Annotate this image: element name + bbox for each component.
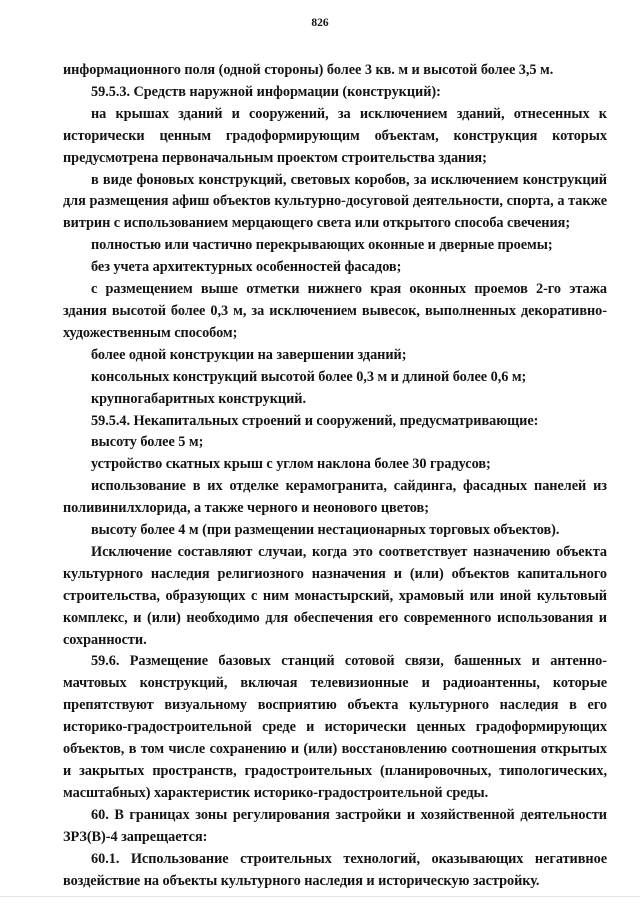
paragraph-60-1: 60.1. Использование строительных технологий, оказывающих негативное воздействие на объекты культурного наследия и историческую застройку. (63, 850, 607, 889)
list-item-background-constructions: в виде фоновых конструкций, световых коробов, за исключением конструкций для размещения афиш объектов культурно-досуговой деятельности, спорта, а также витрин с использованием мерцающего света или открытого способа свечения; (63, 171, 607, 232)
paragraph-59-5-4: 59.5.4. Некапитальных строений и сооружений, предусматривающие: (91, 412, 539, 429)
list-item-height-4m: высоту более 4 м (при размещении нестационарных торговых объектов). (91, 522, 560, 539)
list-item-console-constructions: консольных конструкций высотой более 0,3 м и длиной более 0,6 м; (91, 368, 527, 385)
list-item-finishing-materials: использование в их отделке керамогранита, сайдинга, фасадных панелей из поливинилхлорида, а также черного и неонового цветов; (63, 478, 607, 517)
paragraph-60: 60. В границах зоны регулирования застройки и хозяйственной деятельности ЗРЗ(В)-4 запрещается: (63, 806, 607, 845)
list-item-large-constructions: крупногабаритных конструкций. (91, 390, 307, 407)
page-number: 826 (311, 17, 329, 29)
paragraph-continuation: информационного поля (одной стороны) более 3 кв. м и высотой более 3,5 м. (63, 62, 554, 78)
list-item-above-second-floor: с размещением выше отметки нижнего края оконных проемов 2-го этажа здания высотой более 0,3 м, за исключением вывесок, выполненных декоративно-художественным способом; (63, 281, 607, 341)
list-item-one-construction: более одной конструкции на завершении зданий; (91, 346, 407, 363)
list-item-pitched-roofs: устройство скатных крыш с углом наклона более 30 градусов; (91, 456, 491, 473)
document-body (63, 60, 607, 892)
list-item-window-openings: полностью или частично перекрывающих оконные и дверные проемы; (91, 237, 553, 254)
list-item-roofs: на крышах зданий и сооружений, за исключением зданий, отнесенных к исторически ценным градоформирующим объектам, конструкция которых предусмотрена первоначальным проектом строительства здания; (63, 105, 607, 166)
paragraph-59-5-3: 59.5.3. Средств наружной информации (конструкций): (91, 83, 441, 100)
paragraph-exception: Исключение составляют случаи, когда это соответствует назначению объекта культурного наследия религиозного назначения и (или) объектов капитального строительства, образующих с ним монастырский, храмовый или иной культовый комплекс, и (или) необходимо для обеспечения его современного использования и сохранности. (63, 543, 607, 648)
list-item-height-5m: высоту более 5 м; (91, 434, 204, 451)
paragraph-59-6: 59.6. Размещение базовых станций сотовой связи, башенных и антенно-мачтовых конструкций, включая телевизионные и радиоантенны, которые препятствуют визуальному восприятию объекта культурного наследия в его историко-градостроительной среде и исторически ценных градоформирующих объектов, в том числе сохранению и (или) восстановлению соотношения открытых и закрытых пространств, градостроительных (планировочных, типологических, масштабных) характеристик историко-градостроительной среды. (63, 653, 607, 801)
list-item-facade-features: без учета архитектурных особенностей фасадов; (91, 259, 402, 276)
